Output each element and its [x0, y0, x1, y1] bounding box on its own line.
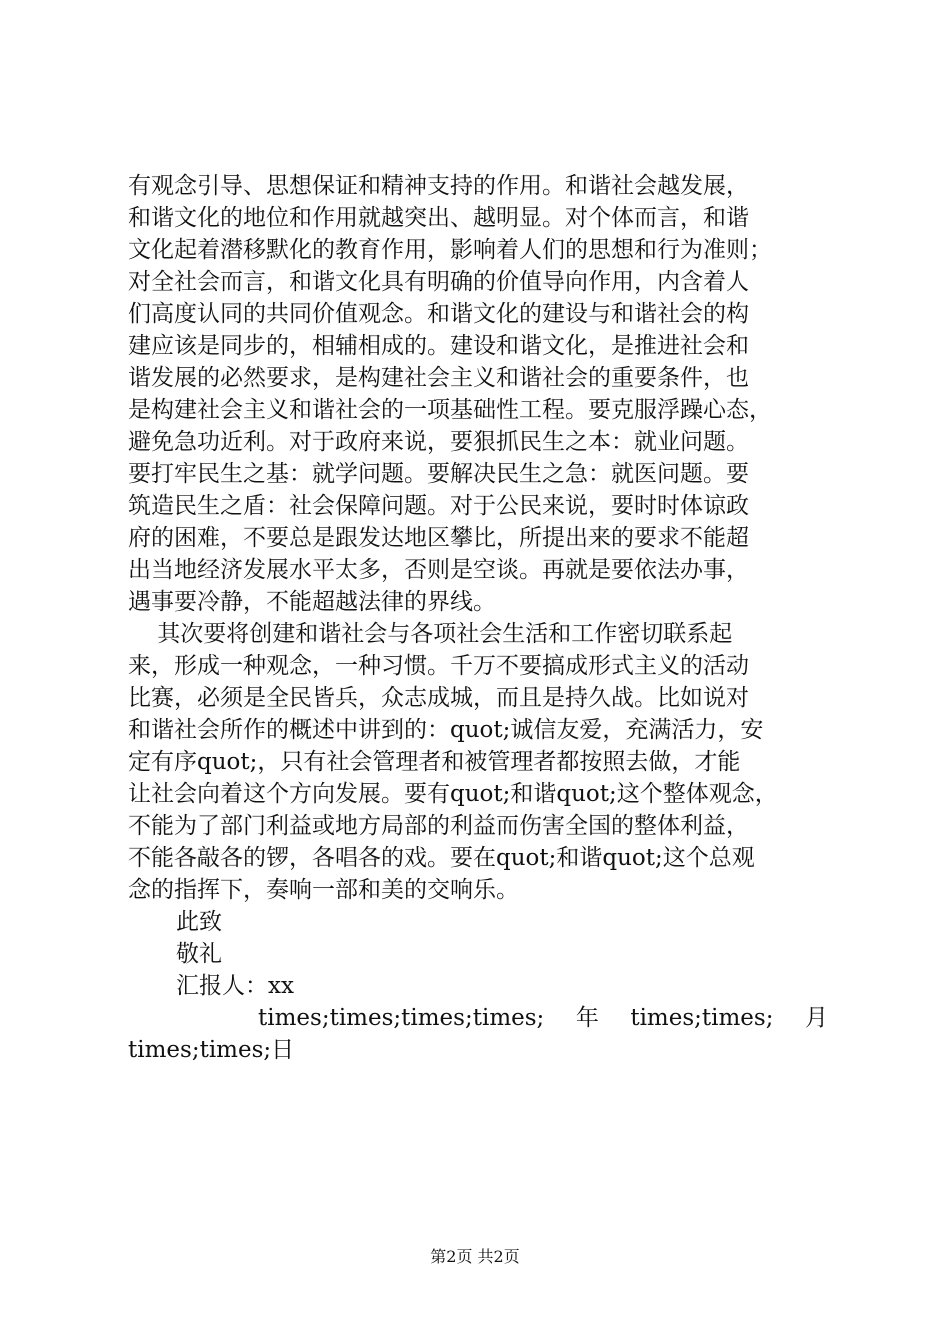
- text-line: 定有序quot;，只有社会管理者和被管理者都按照去做，才能: [128, 749, 741, 775]
- document-body: [128, 170, 828, 1066]
- text-line: 念的指挥下，奏响一部和美的交响乐。: [128, 877, 519, 903]
- date-month-placeholder: times;times;: [630, 1005, 774, 1031]
- text-line: 避免急功近利。对于政府来说，要狠抓民生之本：就业问题。: [128, 429, 749, 455]
- text-line: 和谐社会所作的概述中讲到的：quot;诚信友爱，充满活力，安: [128, 717, 764, 743]
- paragraph-1: [128, 170, 828, 618]
- date-line: [128, 1002, 828, 1034]
- page-footer: 第2页 共2页: [430, 1247, 520, 1266]
- text-line: 出当地经济发展水平太多，否则是空谈。再就是要依法办事，: [128, 557, 749, 583]
- text-line: 要打牢民生之基：就学问题。要解决民生之急：就医问题。要: [128, 461, 749, 487]
- text-line: 建应该是同步的，相辅相成的。建设和谐文化，是推进社会和: [128, 333, 749, 359]
- date-year-label: 年: [575, 1005, 599, 1031]
- text-line: 有观念引导、思想保证和精神支持的作用。和谐社会越发展，: [128, 173, 749, 199]
- paragraph-2: [128, 618, 828, 906]
- text-line: 府的困难，不要总是跟发达地区攀比，所提出来的要求不能超: [128, 525, 749, 551]
- date-day-line: times;times;日: [128, 1037, 295, 1063]
- text-line: 其次要将创建和谐社会与各项社会生活和工作密切联系起: [128, 621, 733, 647]
- reporter-line: 汇报人：xx: [176, 973, 294, 999]
- text-line: 们高度认同的共同价值观念。和谐文化的建设与和谐社会的构: [128, 301, 749, 327]
- closing-block: [128, 906, 828, 1002]
- text-line: 不能为了部门利益或地方局部的利益而伤害全国的整体利益，: [128, 813, 749, 839]
- text-line: 遇事要冷静，不能超越法律的界线。: [128, 589, 496, 615]
- salutation-jingli: 敬礼: [176, 941, 222, 967]
- date-month-label: 月: [805, 1005, 828, 1031]
- text-line: 不能各敲各的锣，各唱各的戏。要在quot;和谐quot;这个总观: [128, 845, 755, 871]
- text-line: 来，形成一种观念，一种习惯。千万不要搞成形式主义的活动: [128, 653, 749, 679]
- text-line: 对全社会而言，和谐文化具有明确的价值导向作用，内含着人: [128, 269, 749, 295]
- text-line: 是构建社会主义和谐社会的一项基础性工程。要克服浮躁心态，: [128, 397, 772, 423]
- salutation-cizhi: 此致: [176, 909, 222, 935]
- date-year-placeholder: times;times;times;times;: [258, 1005, 545, 1031]
- text-line: 比赛，必须是全民皆兵，众志成城，而且是持久战。比如说对: [128, 685, 749, 711]
- text-line: 和谐文化的地位和作用就越突出、越明显。对个体而言，和谐: [128, 205, 749, 231]
- text-line: 谐发展的必然要求，是构建社会主义和谐社会的重要条件，也: [128, 365, 749, 391]
- text-line: 让社会向着这个方向发展。要有quot;和谐quot;这个整体观念，: [128, 781, 778, 807]
- text-line: 文化起着潜移默化的教育作用，影响着人们的思想和行为准则；: [128, 237, 772, 263]
- text-line: 筑造民生之盾：社会保障问题。对于公民来说，要时时体谅政: [128, 493, 749, 519]
